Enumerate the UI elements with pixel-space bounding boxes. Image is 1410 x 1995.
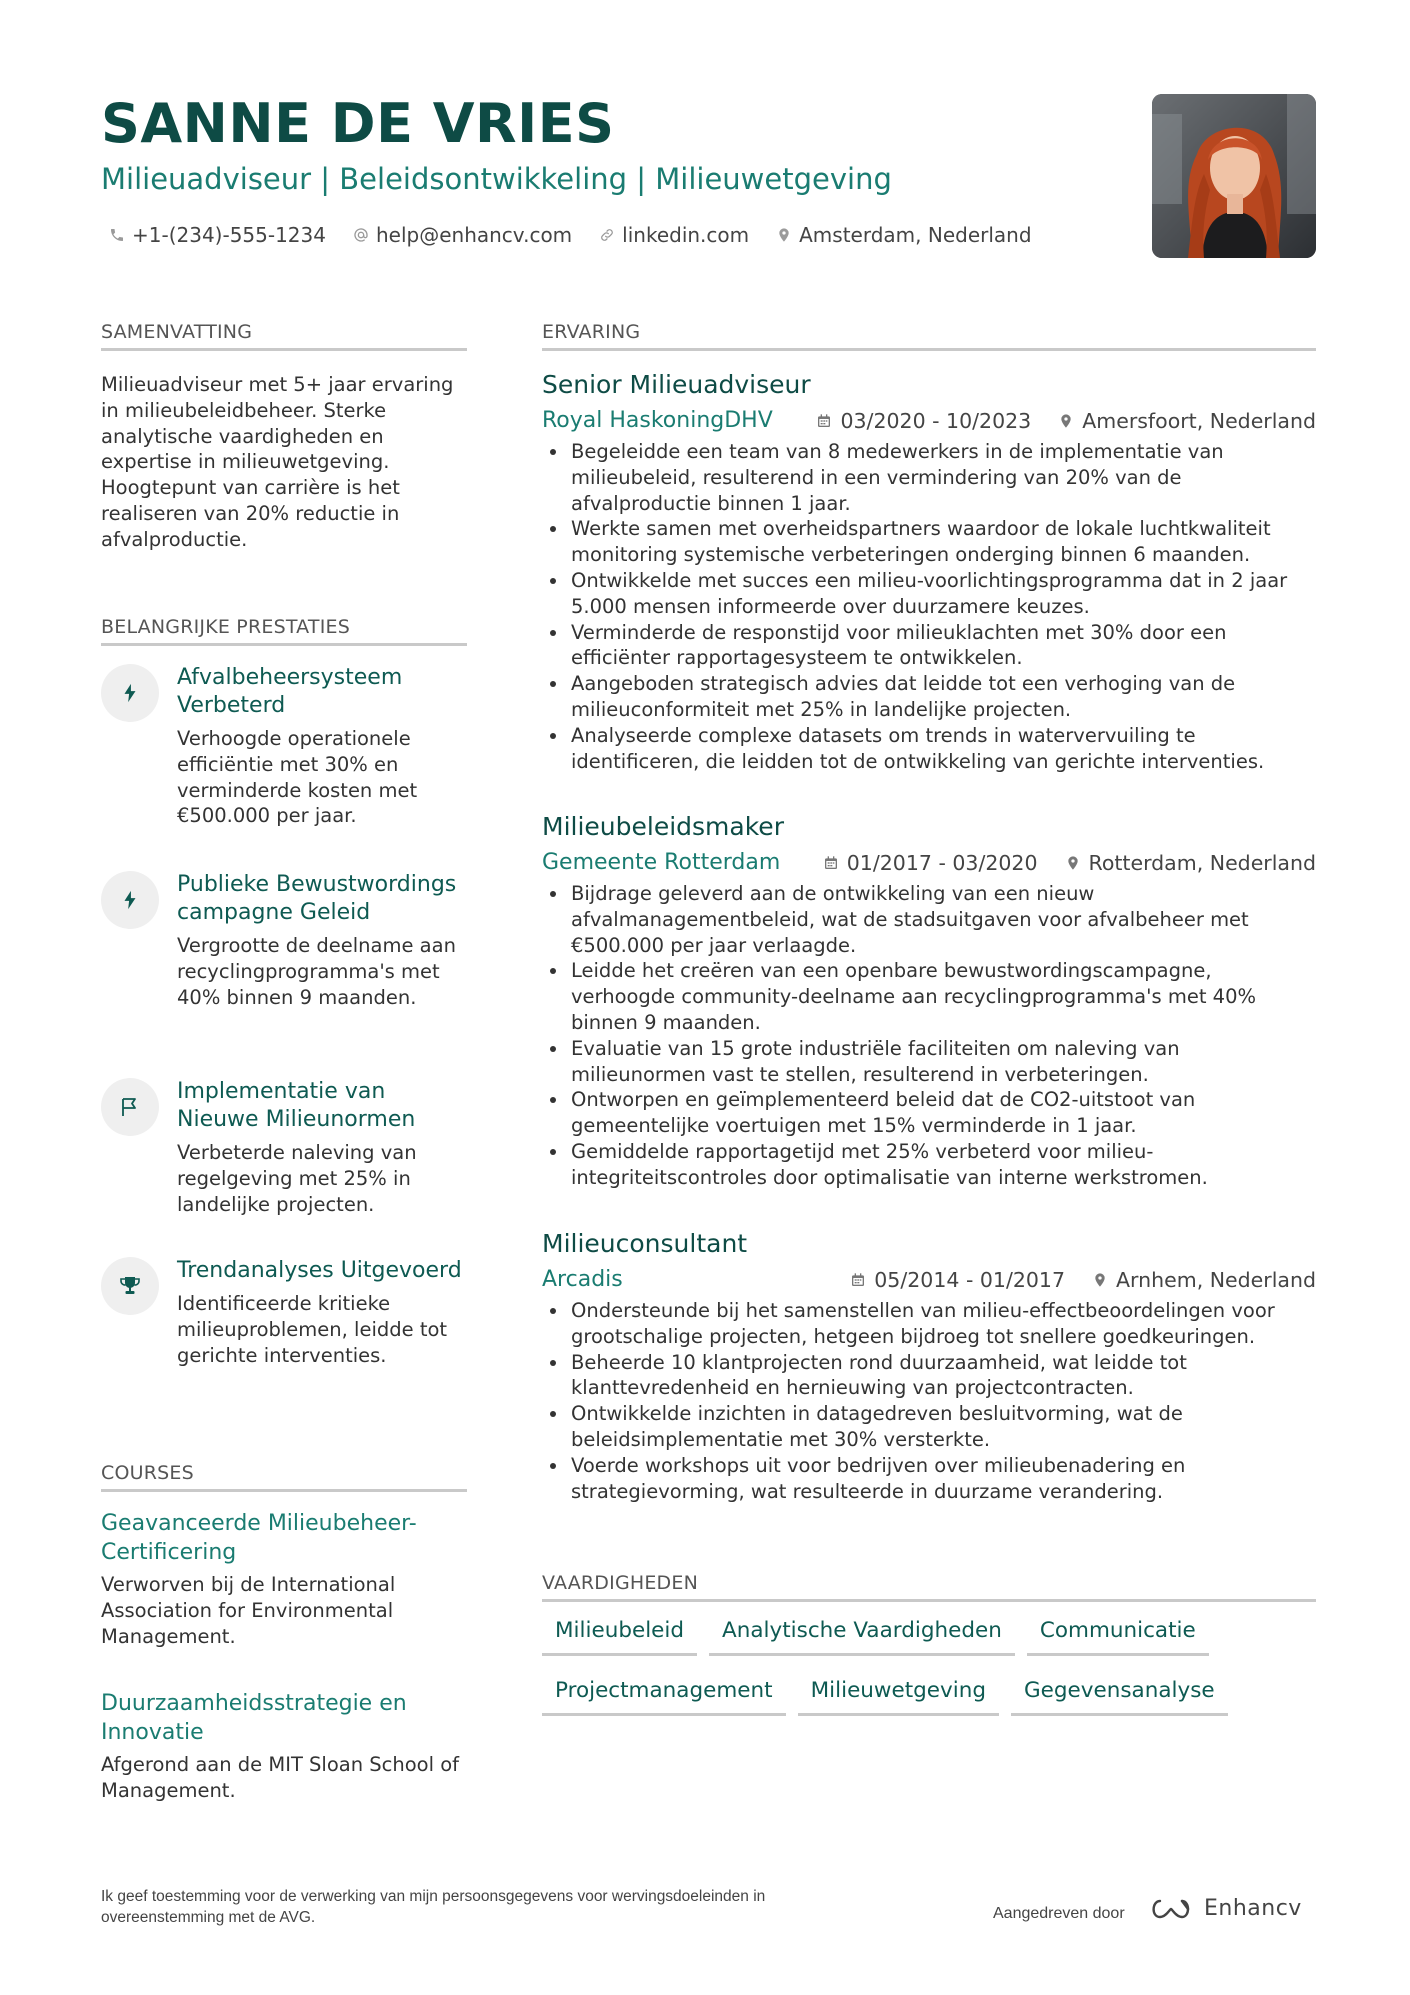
achievement-item (101, 871, 467, 1010)
job-entry (542, 370, 1316, 774)
job-bullet: Ontwikkelde inzichten in datagedreven besluitvorming, wat de beleidsimplementatie met 30% versterkte. (542, 1401, 1316, 1453)
job-bullet: Verminderde de responstijd voor milieuklachten met 30% door een efficiënter rapportagesysteem te ontwikkelen. (542, 620, 1316, 672)
achievement-desc: Vergrootte de deelname aan recyclingprogramma's met 40% binnen 9 maanden. (177, 934, 456, 1009)
achievements-heading: BELANGRIJKE PRESTATIES (101, 616, 350, 638)
achievement-title: Publieke Bewustwordingscampagne Geleid (177, 872, 457, 925)
skill-tag: Communicatie (1027, 1618, 1209, 1656)
job-bullets (542, 439, 1316, 774)
course-item (101, 1510, 467, 1649)
skill-tag: Analytische Vaardigheden (709, 1618, 1015, 1656)
course-item (101, 1690, 467, 1804)
job-location: Amersfoort, Nederland (1082, 409, 1316, 433)
job-bullets (542, 881, 1316, 1191)
location-pin-icon (775, 226, 793, 244)
location-pin-icon (1064, 854, 1082, 872)
skill-tag: Projectmanagement (542, 1678, 786, 1716)
summary-heading: SAMENVATTING (101, 321, 253, 343)
consent-note: Ik geef toestemming voor de verwerking van mijn persoonsgegevens voor wervingsdoeleinden in overeenstemming met de AVG. (101, 1888, 766, 1926)
contact-email-text: help@enhancv.com (375, 223, 573, 247)
job-company: Arcadis (542, 1267, 623, 1292)
skills-divider (542, 1599, 1316, 1602)
achievement-desc: Verbeterde naleving van regelgeving met 25% in landelijke projecten. (177, 1141, 417, 1216)
job-bullet: Analyseerde complexe datasets om trends in watervervuiling te identificeren, die leidden tot de ontwikkeling van gerichte interventies. (542, 723, 1316, 775)
job-company: Royal HaskoningDHV (542, 408, 773, 433)
course-desc: Afgerond aan de MIT Sloan School of Management. (101, 1753, 460, 1802)
enhancv-logo[interactable] (1148, 1896, 1302, 1921)
summary-text: Milieuadviseur met 5+ jaar ervaring in milieubeleidbeheer. Sterke analytische vaardigheden en expertise in milieuwetgeving. Hoogtepunt van carrière is het realiseren van 20% reductie in afvalproductie. (101, 373, 454, 551)
job-dates: 01/2017 - 03/2020 (846, 851, 1038, 875)
flag-icon (101, 1078, 159, 1136)
job-bullet: Leidde het creëren van een openbare bewustwordingscampagne, verhoogde community-deelname aan recyclingprogramma's met 40% binnen 9 maanden. (542, 958, 1316, 1035)
job-bullet: Begeleidde een team van 8 medewerkers in de implementatie van milieubeleid, resulterend in een vermindering van 20% van de afvalproductie binnen 1 jaar. (542, 439, 1316, 516)
skills-heading: VAARDIGHEDEN (542, 1572, 699, 1594)
trophy-icon (101, 1257, 159, 1315)
achievement-desc: Identificeerde kritieke milieuproblemen, leidde tot gerichte interventies. (177, 1292, 448, 1367)
calendar-icon (822, 854, 840, 872)
courses-heading: COURSES (101, 1462, 194, 1484)
experience-heading: ERVARING (542, 321, 641, 343)
contact-location (775, 223, 1031, 247)
contact-bar (108, 223, 1058, 247)
job-role: Milieubeleidsmaker (542, 812, 784, 841)
job-bullet: Ontworpen en geïmplementeerd beleid dat de CO2-uitstoot van gemeentelijke voertuigen met 15% verminderde in 1 jaar. (542, 1087, 1316, 1139)
job-bullet: Bijdrage geleverd aan de ontwikkeling van een nieuw afvalmanagementbeleid, wat de stadsuitgaven voor afvalbeheer met €500.000 per jaar verlaagde. (542, 881, 1316, 958)
contact-email[interactable] (352, 223, 572, 247)
enhancv-logo-icon (1148, 1897, 1194, 1921)
calendar-icon (815, 412, 833, 430)
experience-divider (542, 348, 1316, 351)
job-bullet: Ondersteunde bij het samenstellen van milieu-effectbeoordelingen voor grootschalige projecten, hetgeen bijdroeg tot snellere goedkeuringen. (542, 1298, 1316, 1350)
skills-list (542, 1618, 1316, 1738)
job-location: Rotterdam, Nederland (1088, 851, 1316, 875)
achievement-item (101, 1078, 467, 1217)
profile-photo (1152, 94, 1316, 258)
skill-tag: Gegevensanalyse (1011, 1678, 1228, 1716)
job-entry (542, 812, 1316, 1191)
contact-linkedin[interactable] (598, 223, 749, 247)
achievement-item (101, 664, 467, 829)
contact-phone[interactable] (108, 223, 326, 247)
job-role: Senior Milieuadviseur (542, 370, 811, 399)
job-dates: 05/2014 - 01/2017 (874, 1268, 1066, 1292)
at-icon (352, 226, 370, 244)
job-bullet: Werkte samen met overheidspartners waardoor de lokale luchtkwaliteit monitoring systemische verbeteringen onderging binnen 6 maanden. (542, 516, 1316, 568)
course-desc: Verworven bij de International Association for Environmental Management. (101, 1573, 396, 1648)
courses-divider (101, 1489, 467, 1492)
job-bullet: Evaluatie van 15 grote industriële faciliteiten om naleving van milieunormen vast te stellen, resulterend in verbeteringen. (542, 1036, 1316, 1088)
job-company: Gemeente Rotterdam (542, 850, 781, 875)
job-bullet: Voerde workshops uit voor bedrijven over milieubenadering en strategievorming, wat resulteerde in duurzame verandering. (542, 1453, 1316, 1505)
achievement-item (101, 1257, 467, 1368)
skill-tag: Milieuwetgeving (798, 1678, 999, 1716)
phone-icon (108, 226, 126, 244)
achievement-title: Implementatie van Nieuwe Milieunormen (177, 1079, 416, 1132)
candidate-name: SANNE DE VRIES (101, 92, 615, 155)
achievement-title: Afvalbeheersysteem Verbeterd (177, 665, 403, 718)
contact-location-text: Amsterdam, Nederland (799, 223, 1032, 247)
brand-name: Enhancv (1204, 1896, 1302, 1921)
job-bullet: Aangeboden strategisch advies dat leidde tot een verhoging van de milieuconformiteit met 25% in landelijke projecten. (542, 671, 1316, 723)
job-bullet: Ontwikkelde met succes een milieu-voorlichtingsprogramma dat in 2 jaar 5.000 mensen informeerde over duurzamere keuzes. (542, 568, 1316, 620)
lightning-bolt-icon (101, 664, 159, 722)
course-title: Geavanceerde Milieubeheer-Certificering (101, 1511, 417, 1565)
candidate-headline: Milieuadviseur | Beleidsontwikkeling | Milieuwetgeving (101, 162, 892, 196)
job-dates: 03/2020 - 10/2023 (840, 409, 1032, 433)
achievements-divider (101, 643, 467, 646)
powered-by-label: Aangedreven door (993, 1905, 1125, 1922)
skill-tag: Milieubeleid (542, 1618, 697, 1656)
achievement-title: Trendanalyses Uitgevoerd (177, 1258, 462, 1283)
summary-divider (101, 348, 467, 351)
location-pin-icon (1057, 412, 1075, 430)
job-bullet: Gemiddelde rapportagetijd met 25% verbeterd voor milieu-integriteitscontroles door optimalisatie van interne werkstromen. (542, 1139, 1316, 1191)
link-icon (598, 226, 616, 244)
calendar-icon (849, 1271, 867, 1289)
job-bullets (542, 1298, 1316, 1504)
job-entry (542, 1229, 1316, 1504)
course-title: Duurzaamheidsstrategie en Innovatie (101, 1691, 407, 1745)
lightning-bolt-icon (101, 871, 159, 929)
job-location: Arnhem, Nederland (1116, 1268, 1316, 1292)
job-bullet: Beheerde 10 klantprojecten rond duurzaamheid, wat leidde tot klanttevredenheid en hernieuwing van projectcontracten. (542, 1350, 1316, 1402)
contact-phone-text: +1-(234)-555-1234 (132, 223, 326, 247)
location-pin-icon (1091, 1271, 1109, 1289)
job-role: Milieuconsultant (542, 1229, 748, 1258)
achievement-desc: Verhoogde operationele efficiëntie met 30% en verminderde kosten met €500.000 per jaar. (177, 727, 418, 828)
contact-linkedin-text: linkedin.com (622, 223, 750, 247)
